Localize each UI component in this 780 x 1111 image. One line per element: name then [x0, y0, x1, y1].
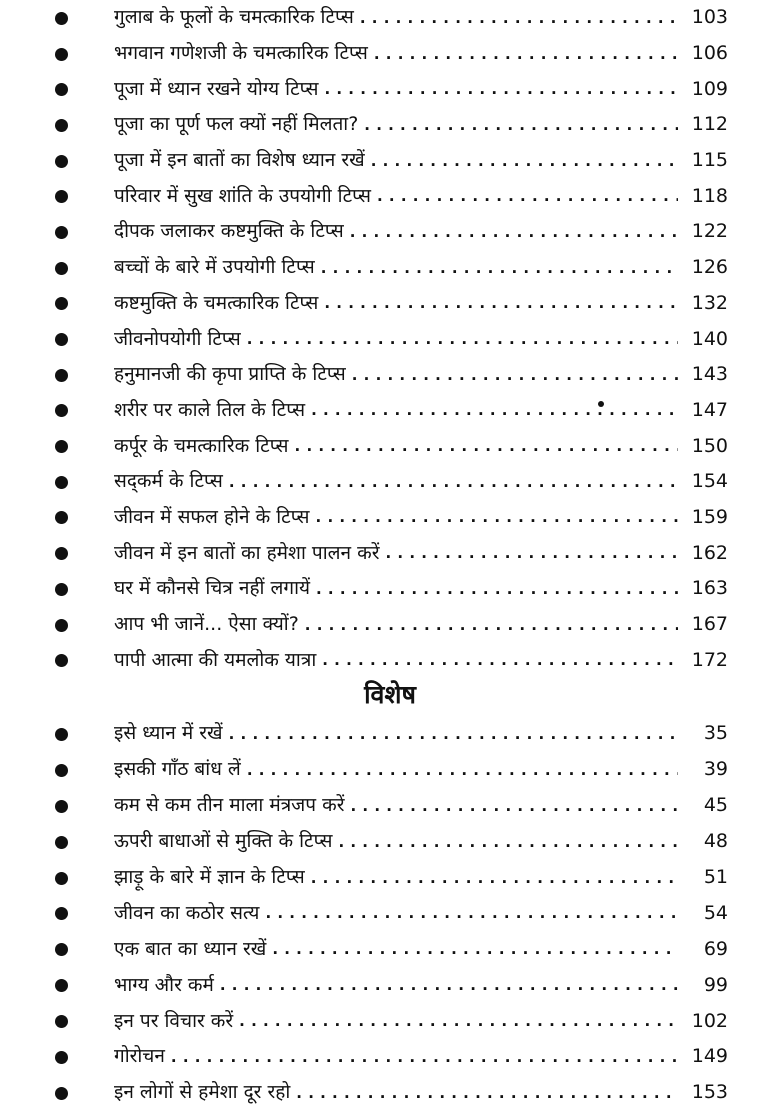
toc-entry-title: गोरोचन — [114, 1045, 165, 1068]
toc-row — [0, 535, 780, 571]
bullet-icon — [55, 583, 68, 596]
bullet-icon — [55, 333, 68, 346]
bullet-icon — [55, 979, 68, 992]
toc-entry-title: इसकी गाँठ बांध लें — [114, 758, 241, 781]
toc-row — [0, 967, 780, 1003]
dot-leader — [311, 868, 678, 888]
toc-entry-page: 102 — [691, 1009, 728, 1032]
bullet-icon — [55, 1087, 68, 1100]
dot-leader — [220, 975, 678, 995]
toc-entry-page: 45 — [703, 794, 728, 817]
toc-entry-page: 162 — [691, 541, 728, 564]
toc-entry-title: कम से कम तीन माला मंत्रजप करें — [114, 794, 345, 817]
toc-entry-title: जीवन में सफल होने के टिप्स — [114, 505, 310, 528]
toc-row — [0, 393, 780, 429]
toc-entry-page: 99 — [703, 973, 728, 996]
toc-entry-page: 112 — [691, 113, 728, 136]
toc-entry-page: 159 — [691, 505, 728, 528]
toc-entry-title: हनुमानजी की कृपा प्राप्ति के टिप्स — [114, 363, 346, 386]
toc-entry-title: इसे ध्यान में रखें — [114, 722, 223, 745]
dot-leader — [360, 8, 678, 28]
bullet-icon — [55, 119, 68, 132]
dot-leader — [352, 365, 678, 385]
toc-entry-page: 172 — [691, 648, 728, 671]
toc-row — [0, 464, 780, 500]
toc-entry-page: 154 — [691, 470, 728, 493]
toc-row — [0, 71, 780, 107]
dot-leader — [322, 650, 678, 670]
toc-row — [0, 788, 780, 824]
toc-entry-title: जीवनोपयोगी टिप्स — [114, 327, 241, 350]
dot-leader — [316, 507, 678, 527]
dot-leader — [229, 724, 678, 744]
toc-entry-title: जीवन में इन बातों का हमेशा पालन करें — [114, 541, 380, 564]
dot-leader — [350, 796, 678, 816]
toc-entry-page: 122 — [691, 220, 728, 243]
dot-leader — [247, 760, 678, 780]
dot-leader — [324, 293, 678, 313]
toc-row — [0, 214, 780, 250]
toc-entry-title: इन पर विचार करें — [114, 1009, 234, 1032]
dot-leader — [239, 1011, 678, 1031]
toc-row — [0, 607, 780, 643]
toc-entry-page: 54 — [703, 901, 728, 924]
toc-entry-page: 167 — [691, 613, 728, 636]
toc-row — [0, 1075, 780, 1111]
toc-row — [0, 860, 780, 896]
bullet-icon — [55, 226, 68, 239]
toc-entry-page: 150 — [691, 434, 728, 457]
dot-leader — [371, 151, 678, 171]
toc-special-list — [0, 716, 780, 1111]
toc-entry-title: इन लोगों से हमेशा दूर रहो — [114, 1081, 291, 1104]
bullet-icon — [55, 190, 68, 203]
toc-row — [0, 1039, 780, 1075]
toc-entry-page: 132 — [691, 291, 728, 314]
toc-entry-title: घर में कौनसे चित्र नहीं लगायें — [114, 577, 311, 600]
dot-leader — [377, 186, 678, 206]
bullet-icon — [55, 12, 68, 25]
dot-leader — [385, 543, 678, 563]
toc-entry-title: सद्कर्म के टिप्स — [114, 470, 223, 493]
toc-row — [0, 36, 780, 72]
bullet-icon — [55, 369, 68, 382]
toc-row — [0, 716, 780, 752]
toc-row — [0, 1003, 780, 1039]
toc-entry-page: 143 — [691, 363, 728, 386]
dot-leader — [364, 115, 678, 135]
bullet-icon — [55, 262, 68, 275]
toc-entry-page: 48 — [703, 830, 728, 853]
toc-entry-page: 118 — [691, 184, 728, 207]
toc-entry-title: दीपक जलाकर कष्टमुक्ति के टिप्स — [114, 220, 344, 243]
bullet-icon — [55, 764, 68, 777]
toc-row — [0, 0, 780, 36]
toc-row — [0, 752, 780, 788]
bullet-icon — [55, 476, 68, 489]
dot-leader — [305, 615, 678, 635]
toc-entry-title: ऊपरी बाधाओं से मुक्ति के टिप्स — [114, 830, 333, 853]
toc-row — [0, 642, 780, 678]
toc-row — [0, 571, 780, 607]
toc-row — [0, 143, 780, 179]
toc-entry-page: 126 — [691, 256, 728, 279]
bullet-icon — [55, 907, 68, 920]
bullet-icon — [55, 297, 68, 310]
bullet-icon — [55, 654, 68, 667]
toc-entry-title: पूजा का पूर्ण फल क्यों नहीं मिलता? — [114, 113, 359, 136]
bullet-icon — [55, 943, 68, 956]
toc-entry-page: 106 — [691, 42, 728, 65]
ink-speck — [598, 401, 604, 407]
toc-row — [0, 107, 780, 143]
toc-entry-page: 39 — [703, 758, 728, 781]
toc-entry-title: जीवन का कठोर सत्य — [114, 901, 260, 924]
dot-leader — [265, 903, 678, 923]
bullet-icon — [55, 404, 68, 417]
toc-entry-page: 147 — [691, 398, 728, 421]
dot-leader — [324, 79, 678, 99]
toc-entry-title: भाग्य और कर्म — [114, 973, 214, 996]
toc-row — [0, 428, 780, 464]
toc-entry-title: भगवान गणेशजी के चमत्कारिक टिप्स — [114, 42, 368, 65]
toc-entry-title: कष्टमुक्ति के चमत्कारिक टिप्स — [114, 291, 319, 314]
toc-entry-title: पूजा में ध्यान रखने योग्य टिप्स — [114, 77, 319, 100]
dot-leader — [338, 832, 678, 852]
bullet-icon — [55, 547, 68, 560]
bullet-icon — [55, 48, 68, 61]
toc-entry-page: 149 — [691, 1045, 728, 1068]
toc-entry-title: परिवार में सुख शांति के उपयोगी टिप्स — [114, 184, 371, 207]
dot-leader — [374, 44, 678, 64]
toc-entry-title: बच्चों के बारे में उपयोगी टिप्स — [114, 256, 315, 279]
toc-row — [0, 286, 780, 322]
bullet-icon — [55, 1015, 68, 1028]
dot-leader — [247, 329, 678, 349]
dot-leader — [272, 939, 678, 959]
toc-entry-title: गुलाब के फूलों के चमत्कारिक टिप्स — [114, 6, 354, 29]
toc-row — [0, 250, 780, 286]
dot-leader — [350, 222, 678, 242]
toc-entry-page: 69 — [703, 937, 728, 960]
toc-entry-page: 163 — [691, 577, 728, 600]
toc-row — [0, 824, 780, 860]
toc-entry-page: 35 — [703, 722, 728, 745]
dot-leader — [171, 1047, 678, 1067]
toc-entry-title: आप भी जानें... ऐसा क्यों? — [114, 613, 299, 636]
toc-row — [0, 931, 780, 967]
bullet-icon — [55, 511, 68, 524]
toc-entry-page: 115 — [691, 149, 728, 172]
dot-leader — [295, 436, 678, 456]
dot-leader — [296, 1083, 678, 1103]
toc-row — [0, 895, 780, 931]
toc-entry-title: पापी आत्मा की यमलोक यात्रा — [114, 648, 317, 671]
toc-entry-page: 153 — [691, 1081, 728, 1104]
dot-leader — [316, 579, 678, 599]
toc-entry-title: पूजा में इन बातों का विशेष ध्यान रखें — [114, 149, 365, 172]
bullet-icon — [55, 800, 68, 813]
toc-entry-title: एक बात का ध्यान रखें — [114, 937, 267, 960]
toc-entry-page: 103 — [691, 6, 728, 29]
toc-entry-page: 51 — [703, 866, 728, 888]
toc-row — [0, 500, 780, 536]
bullet-icon — [55, 83, 68, 96]
bullet-icon — [55, 440, 68, 453]
bullet-icon — [55, 872, 68, 885]
toc-entry-title: झाड़ू के बारे में ज्ञान के टिप्स — [114, 866, 305, 888]
section-heading: विशेष — [364, 680, 416, 709]
dot-leader — [229, 472, 678, 492]
bullet-icon — [55, 728, 68, 741]
toc-row — [0, 178, 780, 214]
dot-leader — [321, 258, 678, 278]
toc-entry-title: शरीर पर काले तिल के टिप्स — [114, 398, 306, 421]
bullet-icon — [55, 619, 68, 632]
toc-row — [0, 321, 780, 357]
toc-entry-title: कर्पूर के चमत्कारिक टिप्स — [114, 434, 289, 457]
bullet-icon — [55, 155, 68, 168]
toc-row — [0, 357, 780, 393]
bullet-icon — [55, 1051, 68, 1064]
dot-leader — [311, 400, 678, 420]
toc-entry-page: 140 — [691, 327, 728, 350]
toc-entry-page: 109 — [691, 77, 728, 100]
bullet-icon — [55, 836, 68, 849]
